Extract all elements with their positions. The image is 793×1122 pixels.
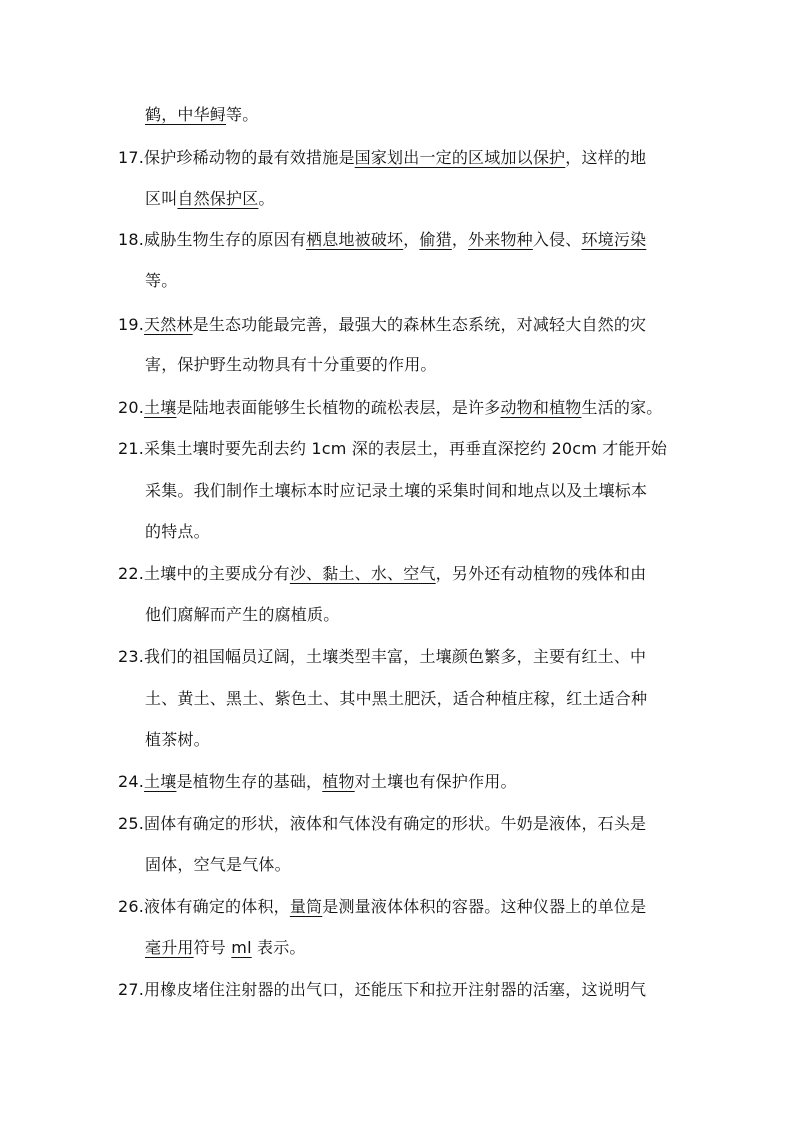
- text-segment: 是生态功能最完善，最强大的森林生态系统，对减轻大自然的灾: [192, 315, 647, 334]
- text-segment: 。: [258, 189, 275, 208]
- text-segment: ，: [451, 230, 469, 249]
- text-segment: 对土壤也有保护作用。: [354, 772, 517, 791]
- text-segment: 19.: [118, 315, 145, 334]
- underlined-key-term: 土壤: [144, 398, 177, 417]
- text-segment: 符号: [193, 938, 232, 957]
- text-line: [145, 354, 715, 376]
- text-line: [118, 979, 688, 1001]
- text-segment: 25.固体有确定的形状，液体和气体没有确定的形状。牛奶是液体，石头是: [118, 814, 647, 833]
- text-line: [145, 854, 715, 876]
- text-line: [118, 314, 688, 336]
- text-line: [145, 480, 715, 502]
- text-segment: 等。: [145, 271, 178, 290]
- underlined-key-term: 环境污染: [581, 230, 647, 249]
- text-line: [118, 646, 688, 668]
- text-segment: 17.保护珍稀动物的最有效措施是: [118, 148, 355, 167]
- text-line: [145, 937, 715, 959]
- text-segment: ，这样的地: [565, 148, 647, 167]
- text-segment: 22.土壤中的主要成分有: [118, 564, 290, 583]
- text-segment: 采集。我们制作土壤标本时应记录土壤的采集时间和地点以及土壤标本: [145, 481, 648, 500]
- text-line: [145, 688, 715, 710]
- text-segment: 18.威胁生物生存的原因有: [118, 230, 307, 249]
- underlined-key-term: 国家划出一定的区域加以保护: [354, 148, 566, 167]
- text-line: [145, 604, 715, 626]
- underlined-key-term: 鹤，中华鲟: [145, 105, 227, 124]
- underlined-key-term: 动物和植物: [500, 398, 582, 417]
- text-segment: 生活的家。: [581, 398, 663, 417]
- text-line: [145, 104, 715, 126]
- text-line: [118, 896, 688, 918]
- text-line: [145, 270, 715, 292]
- text-line: [118, 438, 688, 460]
- underlined-key-term: 外来物种: [468, 230, 533, 249]
- underlined-key-term: 量筒: [289, 897, 323, 916]
- underlined-key-term: 偷猎: [419, 230, 452, 249]
- text-line: [118, 813, 688, 835]
- text-segment: ，: [403, 230, 420, 249]
- text-segment: 区叫: [145, 189, 178, 208]
- text-segment: 23.我们的祖国幅员辽阔，土壤类型丰富，土壤颜色繁多，主要有红土、中: [118, 647, 647, 666]
- underlined-key-term: 土壤: [144, 772, 177, 791]
- text-segment: 是陆地表面能够生长植物的疏松表层，是许多: [176, 398, 501, 417]
- text-segment: 27.用橡皮堵住注射器的出气口，还能压下和拉开注射器的活塞，这说明气: [118, 980, 647, 999]
- underlined-key-term: 栖息地被破坏: [306, 230, 404, 249]
- text-segment: 植茶树。: [145, 730, 210, 749]
- text-segment: 26.液体有确定的体积，: [118, 897, 290, 916]
- text-segment: 表示。: [251, 938, 306, 957]
- text-segment: 土、黄土、黑土、紫色土、其中黑土肥沃，适合种植庄稼，红土适合种: [145, 689, 648, 708]
- text-segment: 20.: [118, 398, 145, 417]
- text-line: [145, 729, 715, 751]
- text-line: [145, 521, 715, 543]
- text-segment: 24.: [118, 772, 145, 791]
- text-segment: 入侵、: [532, 230, 582, 249]
- text-line: [118, 563, 688, 585]
- text-line: [118, 147, 688, 169]
- text-segment: 21.采集土壤时要先刮去约 1cm 深的表层土，再垂直深挖约 20cm 才能开始: [118, 439, 668, 458]
- text-segment: 等。: [226, 105, 259, 124]
- underlined-key-term: 自然保护区: [177, 189, 259, 208]
- underlined-key-term: 沙、黏土、水、空气: [289, 564, 436, 583]
- underlined-key-term: 天然林: [144, 315, 193, 334]
- text-segment: 是测量液体体积的容器。这种仪器上的单位是: [322, 897, 647, 916]
- text-line: [118, 229, 688, 251]
- text-segment: 他们腐解而产生的腐植质。: [145, 605, 340, 624]
- underlined-key-term: 毫升用: [145, 938, 194, 957]
- text-segment: 害，保护野生动物具有十分重要的作用。: [145, 355, 437, 374]
- text-segment: 固体，空气是气体。: [145, 855, 291, 874]
- text-line: [145, 188, 715, 210]
- underlined-key-term: 植物: [322, 772, 355, 791]
- text-segment: 是植物生存的基础，: [176, 772, 323, 791]
- text-line: [118, 771, 688, 793]
- text-segment: ，另外还有动植物的残体和由: [435, 564, 647, 583]
- underlined-key-term: ml: [231, 938, 252, 957]
- text-line: [118, 397, 688, 419]
- text-segment: 的特点。: [145, 522, 210, 541]
